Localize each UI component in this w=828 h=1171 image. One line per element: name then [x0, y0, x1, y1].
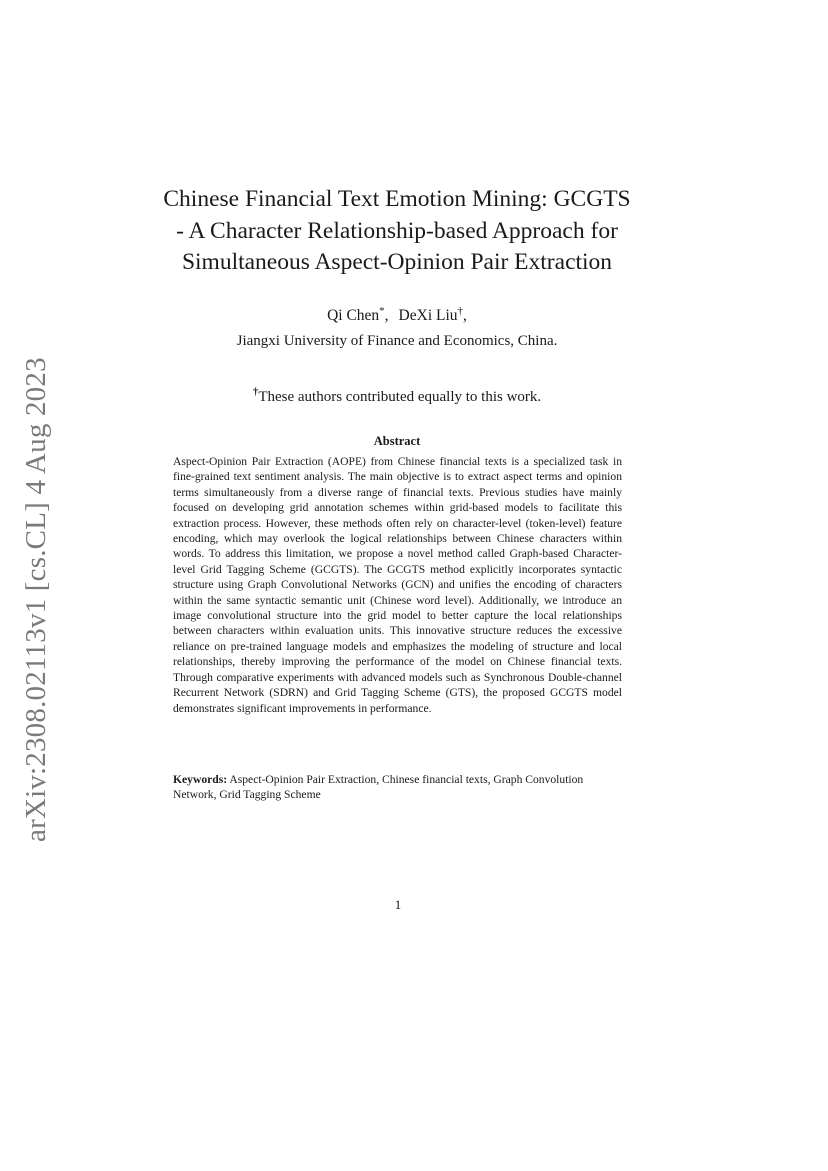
keywords-text: Aspect-Opinion Pair Extraction, Chinese financial texts, Graph Convolution Network, Grid Tagging Scheme [173, 773, 584, 801]
equal-contribution-mark: † [252, 386, 259, 398]
paper-title [140, 184, 654, 279]
abstract-text: Aspect-Opinion Pair Extraction (AOPE) from Chinese financial texts is a specialized task in fine-grained text sentiment analysis. The main objective is to extract aspect terms and opinion terms simultaneously from a diverse range of financial texts. Previous studies have mainly focused on developing grid annotation schemes within grid-based models to facilitate this extraction process. However, these methods often rely on character-level (token-level) feature encoding, which may overlook the logical relationships between Chinese characters within words. To address this limitation, we propose a novel method called Graph-based Character-level Grid Tagging Scheme (GCGTS). The GCGTS method explicitly incorporates syntactic structure using Graph Convolutional Networks (GCN) and unifies the encoding of characters within the same syntactic semantic unit (Chinese word level). Additionally, we introduce an image convolutional structure into the grid model to better capture the local relationships between characters within evaluation units. This innovative structure reduces the excessive reliance on pre-trained language models and emphasizes the modeling of structure and local relationships, thereby improving the performance of the model on Chinese financial texts. Through comparative experiments with advanced models such as Synchronous Double-channel Recurrent Network (SDRN) and Grid Tagging Scheme (GTS), the proposed GCGTS model demonstrates significant improvements in performance. [173, 455, 622, 715]
equal-contribution-note [140, 381, 654, 408]
author-list [140, 301, 654, 326]
title-line: Chinese Financial Text Emotion Mining: GCGTS [163, 186, 631, 212]
author-mark: † [457, 305, 464, 317]
author-separator: , [384, 307, 389, 325]
author-name: DeXi Liu [398, 307, 458, 325]
equal-contribution-text: These authors contributed equally to this work. [258, 389, 542, 405]
arxiv-identifier-stamp: arXiv:2308.02113v1 [cs.CL] 4 Aug 2023 [20, 357, 52, 842]
title-line: - A Character Relationship-based Approach for [176, 217, 618, 244]
abstract-heading: Abstract [373, 434, 421, 448]
author-mark: * [379, 305, 385, 317]
author-affiliation: Jiangxi University of Finance and Economics, China. [236, 333, 558, 349]
keywords-label: Keywords: [173, 773, 228, 786]
keywords [173, 772, 622, 802]
page-number: 1 [394, 897, 402, 912]
author-name: Qi Chen [327, 307, 380, 325]
author-separator: , [463, 307, 467, 325]
title-line: Simultaneous Aspect-Opinion Pair Extraction [181, 249, 613, 275]
